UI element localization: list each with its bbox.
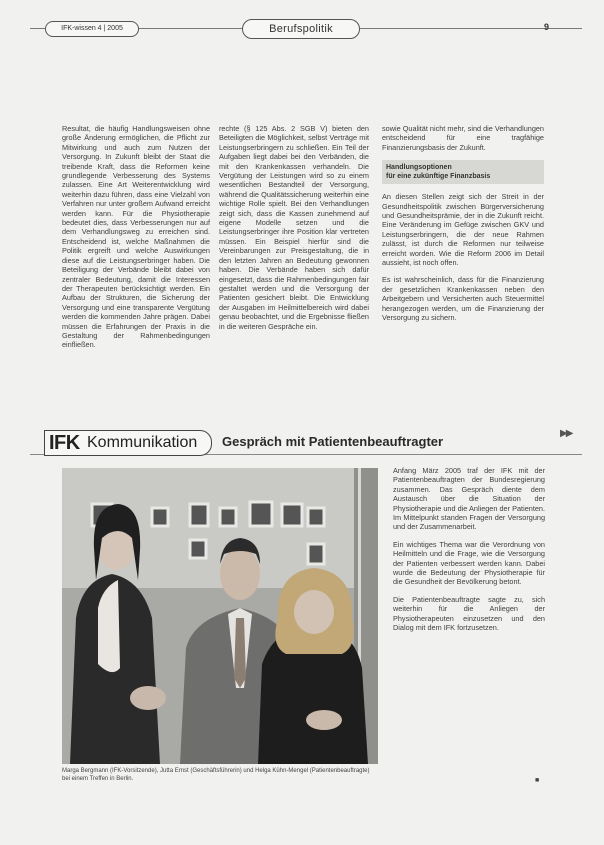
- column-3-subheading: [382, 160, 544, 184]
- caption-line-1: Marga Bergmann (IFK-Vorsitzende), Jutta Ernst (Geschäftsführerin) und Helga Kühn-Mengel (Patientenbeauftragte): [62, 768, 370, 774]
- logo-ifk-text: IFK: [49, 432, 80, 454]
- article-text-column: [393, 466, 545, 641]
- subheading-line-2: für eine zukünftige Finanzbasis: [386, 173, 491, 181]
- article-paragraph-3: Die Patientenbeauftragte sagte zu, sich weiterhin für die Anliegen der Physiotherapeuten einzusetzen und den Dialog mit dem IFK fortzusetzen.: [393, 594, 545, 633]
- text-column-3: [382, 124, 544, 331]
- page-number: 9: [544, 22, 550, 32]
- article-title: Gespräch mit Patientenbeauftragter: [222, 434, 444, 449]
- continue-arrow-icon: ▶▶: [560, 428, 572, 439]
- photo-caption: [62, 767, 382, 783]
- logo-kommunikation-text: Kommunikation: [87, 434, 198, 451]
- text-column-2: [219, 124, 369, 339]
- column-3-paragraph-3: Es ist wahrscheinlich, dass für die Finanzierung der gesetzlichen Krankenkassen neben den Arbeitgebern und Versicherten auch Steuermittel herangezogen werden, um die Finanzierung der Versorgung zu sichern.: [382, 275, 544, 323]
- end-of-article-icon: ■: [535, 777, 540, 784]
- text-column-1: [62, 124, 210, 358]
- article-paragraph-1: Anfang März 2005 traf der IFK mit der Patientenbeauftragten der Bundesregierung zusammen. Das Gespräch diente dem Austausch über die Situation der Physiotherapie und die Anliegen der Patienten. Im Mittelpunkt standen Fragen der Versorgung und der Zusammenarbeit.: [393, 466, 545, 532]
- group-photo: [62, 468, 378, 764]
- column-3-paragraph-1: sowie Qualität nicht mehr, sind die Verhandlungen entscheidend für eine tragfähige Finanzierungsbasis der Zukunft.: [382, 124, 544, 152]
- department-label: Berufspolitik: [242, 19, 360, 39]
- column-3-paragraph-2: An diesen Stellen zeigt sich der Streit in der Gesundheitspolitik zwischen Bürgerversicherung und Gesundheitsprämie, der in die Zukunft reicht. Eine Veränderung im Gefüge zwischen GKV und Leistungserbringern, die der neue Rahmen zulässt, ist durch die Reformen nur teilweise erreicht worden. Wie die Reform 2006 im Detail aussieht, ist noch offen.: [382, 192, 544, 268]
- column-1-text: Resultat, die häufig Handlungsweisen ohne große Änderung ermöglichen, die Pflicht zur Mitwirkung und auch zum Nutzen der Versorgung. In Zukunft bleibt der Staat die treibende Kraft, dass die Reformen keine grundlegende Verbesserung des Systems zulassen. Eine Art Weiterentwicklung wird weiterhin dazu führen, dass eine Vielzahl von Verfahren nur unter großem Aufwand erreicht werden kann. Für die Physiotherapie bedeutet dies, dass Verbesserungen nur auf dem Verhandlungsweg zu erreichen sind. Entscheidend ist, welche Maßnahmen die Politik ergreift und welche Auswirkungen diese auf die Leistungserbringer haben. Die Beteiligung der Verbände bleibt dabei von zentraler Bedeutung, damit die Interessen der Therapeuten berücksichtigt werden. Ein Aufbau der Strukturen, die Sicherung der Versorgung und eine transparente Vergütung werden die kommenden Jahre prägen. Dabei müssen die Erfahrungen der Praxis in die Gestaltung der Rahmenbedingungen einfließen.: [62, 124, 210, 350]
- caption-line-2: bei einem Treffen in Berlin.: [62, 776, 134, 782]
- article-paragraph-2: Ein wichtiges Thema war die Verordnung von Heilmitteln und die Frage, wie die Versorgung der Patienten verbessert werden kann. Dabei wurde die Bedeutung der Physiotherapie für die Gesundheit der Bevölkerung betont.: [393, 539, 545, 587]
- column-2-text: rechte (§ 125 Abs. 2 SGB V) bieten den Beteiligten die Möglichkeit, selbst Verträge mit Leistungserbringern zu schließen. Ein Teil der Aufgaben liegt dabei bei den Verbänden, die mit den Krankenkassen verhandeln. Die Vergütung der Leistungen wird so zu einem wesentlichen Bestandteil der Versorgung, während die Qualitätssicherung weiterhin eine wichtige Rolle spielt. Bei den Verhandlungen zeigt sich, dass die Kassen zunehmend auf eigene Modelle setzen und die Leistungserbringer ihre Position klar vertreten müssen. Ein Beispiel hierfür sind die Vereinbarungen zur Preisgestaltung, die in den letzten Jahren an Bedeutung gewonnen haben. Die Verbände haben sich dafür eingesetzt, dass die Rahmenbedingungen fair gestaltet werden und die Versorgung der Patienten gesichert bleibt. Die Entwicklung der Ausgaben im Heilmittelbereich wird dabei genau beobachtet, und die Ergebnisse fließen in die weiteren Gespräche ein.: [219, 124, 369, 331]
- subheading-line-1: Handlungsoptionen: [386, 164, 452, 172]
- issue-label: IFK-wissen 4 | 2005: [45, 21, 139, 37]
- ifk-kommunikation-logo: [44, 430, 212, 456]
